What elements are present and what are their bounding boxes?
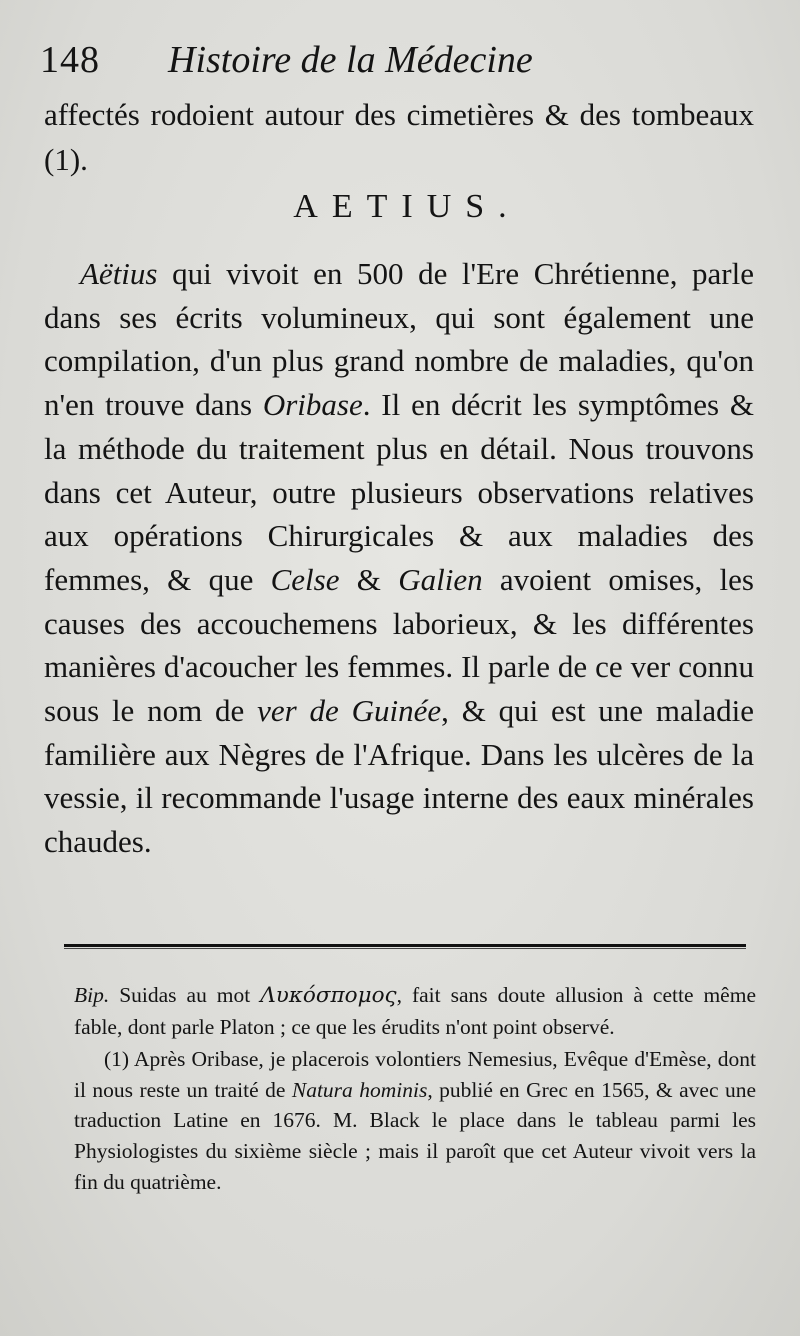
footnote-bip — [74, 980, 756, 1042]
footnote-bip-text-1: Suidas au mot — [109, 983, 261, 1007]
footnotes — [74, 980, 756, 1197]
reference-oribase: Oribase — [262, 387, 363, 423]
reference-galien: Galien — [398, 561, 483, 597]
paragraph-text-2: . Il en décrit les symptômes & la méthode du traitement plus en détail. Nous trouvons dans cet Auteur, outre plusieurs observations relatives aux opérations Chirurgicales & aux maladies des femmes, & que — [44, 387, 754, 597]
continuation-text — [44, 92, 754, 182]
page-number: 148 — [40, 39, 100, 81]
paragraph-text-4: avoient omises, les causes des accouchemens laborieux, & les différentes manières d'acoucher les femmes. Il parle de ce ver connu sous le nom de — [44, 561, 754, 729]
footnote-divider — [64, 944, 746, 949]
footnote-1-text-2: , publié en Grec en 1565, & avec une traduction Latine en 1676. M. Black le place dans le tableau parmi les Physiologistes du sixième siècle ; mais il paroît que cet Auteur vivoit vers la fin du quatrième. — [74, 1077, 756, 1194]
page-header — [40, 38, 760, 88]
footnote-1 — [74, 1044, 756, 1197]
main-paragraph-block — [44, 252, 754, 864]
footnote-bip-text-2: , fait sans doute allusion à cette même fable, dont parle Platon ; ce que les érudits n'ont point observé. — [74, 983, 756, 1039]
paragraph-text-3: & — [339, 561, 399, 597]
continuation-paragraph: affectés rodoient autour des cimetières & des tombeaux (1). — [44, 97, 754, 177]
footnote-bip-lead: Bip. — [74, 983, 110, 1007]
section-heading: AETIUS. — [293, 188, 521, 225]
work-title: Natura hominis — [291, 1077, 428, 1102]
paragraph-text-5: , & qui est une maladie familière aux Nègres de l'Afrique. Dans les ulcères de la vessie, il recommande l'usage interne des eaux minérales chaudes. — [44, 693, 754, 860]
footnote-1-marker: (1) — [104, 1047, 130, 1072]
main-paragraph — [44, 252, 754, 864]
greek-word: Λυκόσπομος — [260, 983, 397, 1008]
author-name: Aëtius — [80, 256, 158, 291]
reference-ver-de-guinee: ver de Guinée — [257, 693, 442, 729]
reference-celse: Celse — [270, 561, 340, 597]
paragraph-text-1: qui vivoit en 500 de l'Ere Chrétienne, parle dans ses écrits volumineux, qui sont également une compilation, d'un plus grand nombre de maladies, qu'on n'en trouve dans — [44, 256, 754, 423]
running-title: Histoire de la Médecine — [168, 39, 533, 81]
footnote-1-text-1: Après Oribase, je placerois volontiers Nemesius, Evêque d'Emèse, dont il nous reste un traité de — [74, 1047, 756, 1102]
